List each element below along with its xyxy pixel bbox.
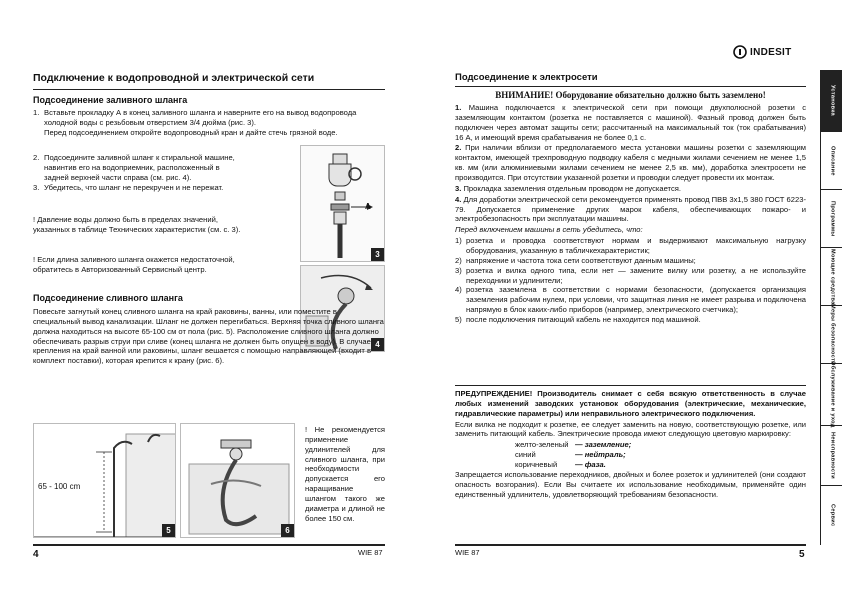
check-item [455,315,806,325]
check-item [455,236,806,256]
para-text: Машина подключается к электрической сети при помощи двухполюсной розетки с заземляющим контактом (розетка не поставляется с машиной). Фазный провод должен быть подключен через автомат защиты сети; рассчитанный на максимальный ток (ток срабатывания) 16 А, и имеющий время срабатывания не более 0,1 с. [455,103,806,142]
extension-note: ! Не рекомендуется применение удлинителей для сливного шланга, при необходимости допускается его наращивание шлангом такого же диаметра и длиной не более 150 см. [305,425,385,523]
check-text: розетка и вилка одного типа, если нет — замените вилку или розетку, а не используйте переходники и удлинители; [466,265,806,285]
inlet-item-num: 3. [33,182,40,192]
check-item [455,256,806,266]
wire-meaning: — фаза. [575,460,606,470]
wire-meaning: — нейтраль; [575,450,626,460]
tab-detergents[interactable] [821,248,842,306]
drain-text-body: Повесьте загнутый конец сливного шланга на край раковины, ванны, или поместите в специальный вывод канализации. Шланг не должен перегибаться. Верхняя точка сливного шланга должна находиться на высоте 65-100 см от пола (рис. 5). Расположение сливного шланга должно обеспечивать разрыв струи при сливе (конец шланга не должен быть опущен в воду). В случае крепления на край ванной или раковины, шланг вешается с помощью направляющей (входит в комплект поставки), которая крепится к крану (рис. 6). [33,307,384,366]
figure-3-number: 3 [371,248,384,261]
inlet-item-num: 1. [33,108,40,117]
wire-name: коричневый [515,460,558,470]
right-model-code: WIE 87 [455,548,480,557]
wire-color-row [455,450,806,460]
inlet-item-1 [33,108,385,138]
right-footer-rule [455,544,806,546]
section-tabs [820,70,842,545]
pressure-note: ! Давление воды должно быть в пределах значений, указанных в таблице Технических характеристик (см. с. 3). [33,215,241,234]
right-page-title: Подсоединение к электросети [455,72,598,83]
para-num: 2. [455,143,462,153]
right-page [421,0,842,595]
wire-color-row [455,460,806,470]
drain-text [33,307,385,366]
drain-heading: Подсоединение сливного шланга [33,293,183,303]
para-text: При наличии вблизи от предполагаемого места установки машины розетки с заземляющим контактом, имеющей трехпроводную подводку кабеля с медными жилами сечением не менее 1,5 кв. мм (или алюминиевыми жилами сечением не менее 2,5 кв. мм), доработка электросети не производится. При отсутствии указанной розетки и проводки следует провести их монтаж. [455,143,806,183]
inlet-items-2-3 [33,153,243,192]
tab-label: Неисправности [829,432,836,479]
para-1 [455,103,806,142]
tab-label: Сервис [829,504,836,527]
para-num: 4. [455,194,462,204]
check-num: 2) [455,255,462,265]
figure-4-number: 4 [371,338,384,351]
tab-label: Обслуживание и уход [829,361,836,428]
final-text: Запрещается использование переходников, двойных и более розеток и удлинителей (они создают опасность возгорания). Если Вы считаете их использование необходимым, применяйте один единственный удлинитель, удовлетворяющий требованиям безопасности. [455,469,806,499]
wire-color-row [455,440,806,450]
check-text: после подключения питающий кабель не находится под машиной. [466,315,701,325]
indesit-logo-icon [733,45,747,59]
tab-maintenance[interactable] [821,361,842,428]
title-rule [33,89,385,90]
check-intro: Перед включением машины в сеть убедитесь, что: [455,225,643,235]
caution-rule [455,385,806,386]
check-text: розетка заземлена в соответствии с нормами безопасности, (допускается организация заземления рабочим нулем, при условии, что защитная линия не имеет разрыва и подключена напрямую в блок каких-либо приборов (например, электрического счетчика); [466,285,806,315]
check-num: 4) [455,285,462,295]
brand-logo [733,45,792,59]
right-title-rule [455,86,806,87]
brand-name: INDESIT [750,46,792,58]
grounding-warning: ВНИМАНИЕ! Оборудование обязательно должно быть заземлено! [495,90,766,100]
check-num: 3) [455,265,462,275]
figure-6 [180,423,295,538]
para-text: Для доработки электрической сети рекомендуется применять провод ПВВ 3х1,5 380 ГОСТ 6223-79. Допускается применение других марок кабеля, обеспечивающих пожаро- и электробезопасность при эксплуатации машины. [455,194,806,224]
inlet-item-num: 2. [33,153,40,162]
wire-meaning: — заземление; [575,440,632,450]
plug-text: Если вилка не подходит к розетке, ее следует заменить на новую, соответствующую розетке, или заменить питающий кабель. Электрические провода имеют следующую цветовую маркировку: [455,419,806,439]
wire-name: синий [515,450,536,460]
para-3 [455,184,806,194]
check-item [455,266,806,286]
caution-text: ПРЕДУПРЕЖДЕНИЕ! Производитель снимает с себя всякую ответственность в случае любых изменений заводских установок оборудования (электрические, механические, гидравлические параметры) или неправильного электрического подключения. [455,389,806,418]
para-num: 3. [455,183,462,193]
left-page-title: Подключение к водопроводной и электрической сети [33,72,315,84]
figure-5-number: 5 [162,524,175,537]
check-item [455,285,806,315]
left-page-number: 4 [33,549,39,560]
para-2 [455,143,806,182]
tab-programs[interactable] [821,190,842,248]
right-page-number: 5 [799,549,805,560]
drain-height-illustration [34,424,176,538]
tab-troubleshooting[interactable] [821,426,842,486]
wire-name: желто-зеленый [515,440,569,450]
figure-3 [300,145,385,262]
hose-guide-illustration [181,424,295,538]
figure-6-number: 6 [281,524,294,537]
tab-label: Описание [829,145,836,176]
inlet-item-text: Подсоедините заливной шланг к стиральной машине, навинтив его на водоприемник, расположенный в задней верхней части справа (см. рис. 4). [44,153,235,182]
para-text: Прокладка заземления отдельным проводом не допускается. [463,183,681,193]
tab-description[interactable] [821,132,842,190]
inlet-item-text: Убедитесь, что шланг не перекручен и не пережат. [44,182,224,192]
tab-installation[interactable] [821,70,842,132]
tab-label: Установка [829,85,836,116]
tab-label: Меры безопасности [829,304,836,365]
inlet-hose-illustration [301,146,385,262]
check-num: 5) [455,315,462,325]
tab-label: Моющие средства [829,248,836,305]
caution-section [455,389,806,500]
hose-length-note: ! Если длина заливного шланга окажется недостаточной, обратитесь в Авторизованный Сервисный центр. [33,255,235,274]
para-4 [455,195,806,225]
left-model-code: WIE 87 [358,548,383,557]
check-text: розетка и проводка соответствуют нормам и выдерживают максимальную нагрузку оборудования, указанную в табличкехарактеристик; [466,236,806,256]
height-label: 65 - 100 cm [38,482,81,491]
inlet-heading: Подсоединение заливного шланга [33,95,188,105]
para-num: 1. [455,103,462,112]
tab-safety[interactable] [821,306,842,364]
tab-service[interactable] [821,486,842,545]
tab-label: Программы [829,200,836,237]
check-num: 1) [455,236,462,246]
inlet-item-text: Вставьте прокладку А в конец заливного шланга и наверните его на вывод водопровода холодной воды с резьбовым отверстием 3/4 дюйма (рис. 3). [44,108,357,127]
figure-5 [33,423,176,538]
electrical-text [455,103,806,325]
check-text: напряжение и частота тока сети соответствуют данным машины; [466,255,696,265]
left-footer-rule [33,544,385,546]
inlet-item-text: Перед подсоединением откройте водопроводный кран и дайте стечь грязной воде. [44,127,338,137]
label-a: A [365,202,371,211]
